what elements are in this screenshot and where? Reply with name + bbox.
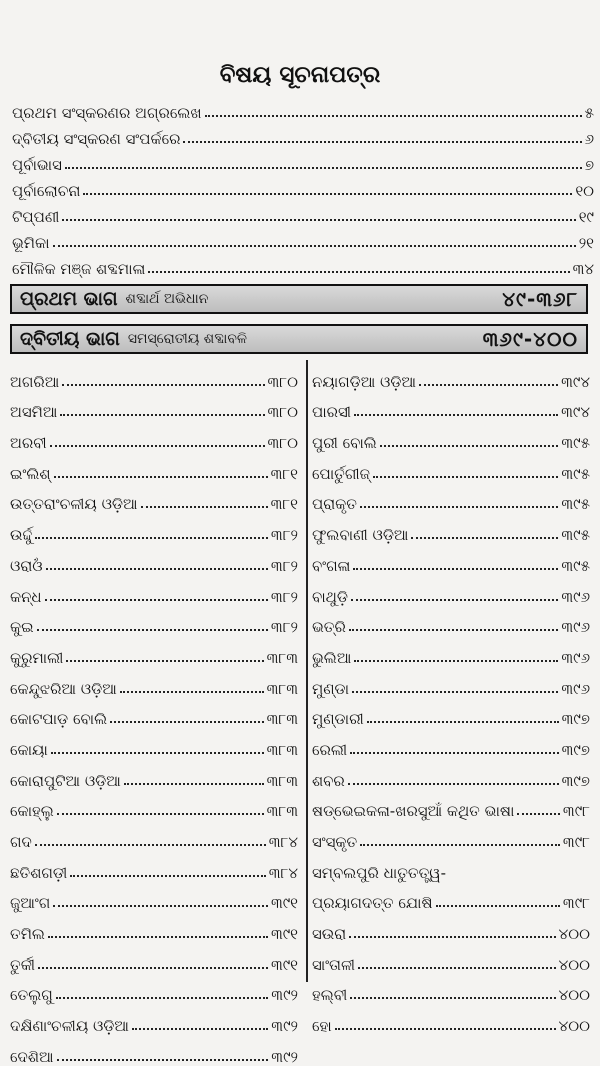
entry-page: ୩୮୪ (268, 833, 298, 851)
toc-entry (10, 452, 298, 483)
entry-page: ୩୯୨ (271, 1017, 298, 1036)
dot-leader (65, 167, 582, 169)
toc-entry (312, 912, 590, 943)
entry-label: ସଉରା (312, 925, 347, 944)
entry-label: ଶବର (312, 771, 345, 790)
toc-entry (312, 943, 590, 974)
entry-label: ଫୁଲବାଣୀ ଓଡ଼ିଆ (312, 526, 409, 545)
entry-label: ଜୁଆଂଗ (10, 894, 51, 913)
toc-entry (12, 252, 594, 278)
toc-entry (10, 483, 298, 514)
dot-leader (436, 905, 560, 907)
dot-leader (110, 721, 263, 723)
toc-entry (10, 667, 298, 698)
entry-page: ୩୯୨ (271, 1047, 298, 1066)
entry-label: କୋରାପୁଟିଆ ଓଡ଼ିଆ (10, 771, 121, 790)
entry-label: ତେଲୁଗୁ (10, 986, 53, 1005)
toc-entry (12, 148, 594, 174)
entry-label: ମୁଣ୍ଡାରୀ (312, 710, 364, 729)
toc-entry (312, 820, 590, 851)
toc-entry (12, 174, 594, 200)
entry-label: ଦେଶିଆ (10, 1047, 54, 1066)
entry-label: ମୌଳିକ ମଞ୍ଜ ଶବ୍ଦମାଳା (12, 260, 146, 278)
entry-page: ୩୯୮ (562, 802, 590, 821)
entry-page: ୨୧ (578, 234, 594, 252)
entry-page: ୩୮୧ (270, 495, 298, 514)
entry-label: ଅରବୀ (10, 434, 47, 453)
toc-entry (12, 96, 594, 122)
entry-label: ଭୂମିକା (12, 234, 50, 252)
entry-label: ଅଗରିଆ (10, 372, 60, 391)
entry-label: ଷଡ୍ଭେଇକଳା-ଖରସୁଆଁ କଥିତ ଭାଷା (312, 802, 515, 821)
entry-page: ୩୯୧ (270, 955, 298, 974)
entry-page: ୩୯୭ (561, 740, 590, 759)
entry-label: କେନ୍ଦୁଝରିଆ ଓଡ଼ିଆ (10, 679, 117, 698)
left-column (10, 360, 298, 1066)
entry-page: ୧୯ (578, 208, 594, 226)
dot-leader (124, 783, 264, 785)
entry-label: ପୂର୍ବାଭାସ (12, 156, 62, 174)
entry-page: ୩୯୮ (562, 833, 590, 851)
part1-subtitle: ଶବ୍ଦାର୍ଥ ଅଭିଧାନ (125, 291, 209, 307)
toc-entry (10, 912, 298, 943)
toc-entry (312, 790, 590, 821)
toc-entry (312, 636, 590, 667)
entry-label: ହୋ (312, 1017, 332, 1036)
toc-entry (312, 728, 590, 759)
entry-page: ୪୦୦ (558, 986, 590, 1005)
entry-page: ୩୮୧ (270, 464, 298, 483)
dot-leader (57, 1059, 269, 1061)
entry-page: ୩୮୨ (270, 618, 298, 637)
dot-leader (354, 414, 558, 416)
dot-leader (351, 599, 558, 601)
entry-label: ସଂସ୍କୃତ (312, 833, 358, 851)
toc-entry (10, 636, 298, 667)
dot-leader (350, 752, 558, 754)
part1-banner (10, 284, 588, 314)
entry-label: ଛତିଶଗଡ଼ୀ (10, 863, 68, 882)
language-index (10, 360, 590, 1066)
entry-label: କୋୟା (10, 740, 48, 759)
dot-leader (380, 445, 559, 447)
part2-banner (10, 324, 588, 354)
dot-leader (348, 783, 559, 785)
entry-label: ମୁଣ୍ଡା (312, 679, 350, 698)
entry-page: ୩୯୭ (561, 710, 590, 729)
dot-leader (62, 384, 264, 386)
entry-label: ରେଲୀ (312, 740, 348, 759)
dot-leader (352, 691, 558, 693)
entry-page: ୩୯୬ (561, 648, 590, 667)
entry-page: ୩୯୫ (561, 556, 590, 575)
entry-label: ସମ୍ବଲପୁରି ଧାତୁତତ୍ତ୍ୱ- (312, 863, 447, 882)
dot-leader (358, 967, 556, 969)
toc-entry (312, 513, 590, 544)
entry-page: ୩୮୦ (267, 372, 298, 391)
entry-page: ୩୯୨ (271, 986, 298, 1005)
part1-pages: ୪୯-୩୬୮ (502, 287, 578, 311)
toc-entry (10, 943, 298, 974)
toc-entry (312, 391, 590, 422)
page-title: ବିଷୟ ସୂଚନାପତ୍ର (219, 62, 381, 88)
part1-title: ପ୍ରଥମ ଭାଗ (20, 288, 118, 310)
dot-leader (141, 506, 268, 508)
toc-entry (10, 851, 298, 882)
entry-label: ପ୍ରଥମ ସଂସ୍କରଣର ଅଗ୍ରଲେଖ (12, 104, 202, 122)
toc-entry (312, 360, 590, 391)
entry-page: ୩୮୩ (266, 679, 298, 698)
part2-pages: ୩୬୯-୪୦୦ (482, 327, 578, 351)
dot-leader (373, 476, 558, 478)
toc-entry (312, 851, 590, 882)
toc-entry (312, 974, 590, 1005)
dot-leader (45, 599, 268, 601)
entry-label: ଓରାଓଁ (10, 556, 43, 575)
toc-entry (10, 360, 298, 391)
entry-page: ୩୮୨ (270, 556, 298, 575)
entry-page: ୩୮୪ (268, 863, 298, 882)
entry-page: ୩୮୩ (266, 740, 298, 759)
dot-leader (60, 414, 264, 416)
entry-label: କୁରୁମାଲୀ (10, 648, 64, 667)
entry-page: ୪୦୦ (558, 955, 590, 974)
dot-leader (411, 537, 558, 539)
entry-page: ୩୯୫ (561, 464, 590, 483)
entry-page: ୩୮୨ (270, 587, 298, 606)
entry-label: ବାଥୁଡ଼ି (312, 587, 348, 606)
entry-label: ପୂର୍ବାଲୋଚନା (12, 182, 81, 200)
dot-leader (57, 813, 264, 815)
entry-label: ସାଂତାଳୀ (312, 955, 356, 974)
toc-entry (10, 1035, 298, 1066)
entry-page: ୩୪ (572, 260, 594, 278)
dot-leader (53, 905, 268, 907)
entry-label: ପୁରୀ ବୋଲି (312, 434, 377, 453)
dot-leader (354, 660, 558, 662)
toc-entry (10, 513, 298, 544)
dot-leader (83, 193, 572, 195)
toc-entry (312, 544, 590, 575)
toc-entry (10, 544, 298, 575)
entry-page: ୭ (584, 156, 594, 174)
dot-leader (37, 629, 268, 631)
dot-leader (419, 384, 558, 386)
entry-page: ୩୮୦ (267, 403, 298, 422)
dot-leader (360, 506, 558, 508)
entry-label: ଭୁଲିଆ (312, 648, 352, 667)
dot-leader (183, 141, 581, 143)
entry-label: ତୁର୍କୀ (10, 955, 36, 974)
part2-subtitle: ସମସ୍ରୋତୀୟ ଶବ୍ଦାବଳି (127, 331, 247, 347)
dot-leader (48, 936, 268, 938)
toc-entry (10, 882, 298, 913)
part2-title: ଦ୍ବିତୀୟ ଭାଗ (20, 328, 120, 350)
toc-entry (12, 226, 594, 252)
entry-page: ୩୯୫ (561, 526, 590, 545)
toc-entry (10, 391, 298, 422)
toc-entry (12, 122, 594, 148)
entry-page: ୩୮୩ (266, 648, 298, 667)
entry-page: ୩୯୬ (561, 679, 590, 698)
entry-page: ୩୮୩ (266, 802, 298, 821)
entry-label: ଗଦ (10, 833, 32, 851)
dot-leader (349, 629, 558, 631)
entry-page: ୩୯୪ (561, 403, 590, 422)
dot-leader (70, 875, 265, 877)
toc-entry (12, 200, 594, 226)
entry-label: ପ୍ରୟାଗଦତ୍ତ ଯୋଷି (312, 894, 433, 913)
entry-page: ୩୮୩ (266, 710, 298, 729)
dot-leader (335, 1028, 556, 1030)
entry-page: ୪୦୦ (558, 925, 590, 944)
dot-leader (46, 568, 268, 570)
entry-label: ପାରସୀ (312, 403, 352, 422)
entry-label: ହଲ୍ବୀ (312, 986, 348, 1005)
dot-leader (66, 660, 263, 662)
column-divider (306, 360, 308, 982)
toc-entry (10, 575, 298, 606)
toc-entry (10, 728, 298, 759)
entry-page: ୩୯୬ (561, 618, 590, 637)
dot-leader (353, 568, 558, 570)
entry-page: ୩୯୬ (561, 587, 590, 606)
toc-entry (312, 882, 590, 913)
toc-entry (312, 606, 590, 637)
entry-label: ଭତ୍ରି (312, 618, 346, 637)
toc-entry (312, 452, 590, 483)
entry-page: ୫ (584, 104, 594, 122)
entry-page: ୧୦ (575, 182, 594, 200)
right-column (312, 360, 590, 1035)
entry-page: ୩୯୧ (270, 925, 298, 944)
entry-label: କୁଇ (10, 618, 34, 637)
toc-entry (312, 1004, 590, 1035)
entry-page: ୩୯୭ (561, 771, 590, 790)
toc-entry (312, 698, 590, 729)
toc-entry (10, 421, 298, 452)
dot-leader (38, 967, 268, 969)
toc-entry (10, 974, 298, 1005)
toc-entry (10, 698, 298, 729)
toc-entry (312, 421, 590, 452)
entry-label: ଦ୍ବିତୀୟ ସଂସ୍କରଣ ସଂପର୍କରେ (12, 130, 181, 148)
dot-leader (517, 813, 560, 815)
dot-leader (35, 844, 266, 846)
dot-leader (54, 476, 268, 478)
dot-leader (120, 691, 264, 693)
toc-entry (10, 759, 298, 790)
dot-leader (367, 721, 559, 723)
dot-leader (51, 752, 264, 754)
dot-leader (132, 1028, 268, 1030)
dot-leader (349, 936, 555, 938)
entry-page: ୪୦୦ (558, 1017, 590, 1036)
entry-label: ପୋର୍ତୁଗୀଜ୍ (312, 464, 371, 483)
dot-leader (62, 219, 575, 221)
entry-label: ଉର୍ଦ୍ଦୁ (10, 526, 33, 545)
entry-page: ୩୮୩ (266, 771, 298, 790)
entry-label: କନ୍ଧ (10, 587, 42, 606)
entry-page: ୩୯୫ (561, 495, 590, 514)
dot-leader (56, 997, 269, 999)
toc-entry (312, 667, 590, 698)
entry-label: ପ୍ରାକୃତ (312, 495, 357, 514)
toc-entry (10, 1004, 298, 1035)
dot-leader (148, 271, 569, 273)
dot-leader (53, 245, 576, 247)
toc-entry (312, 483, 590, 514)
entry-label: ଟିପ୍ପଣୀ (12, 208, 60, 226)
entry-label: କୋଟପାଡ଼ ବୋଲି (10, 710, 108, 729)
dot-leader (35, 537, 268, 539)
entry-label: ଦକ୍ଷିଣାଂଚଳୀୟ ଓଡ଼ିଆ (10, 1017, 129, 1036)
dot-leader (360, 844, 560, 846)
toc-entry (312, 575, 590, 606)
toc-entry (312, 759, 590, 790)
entry-label: ଉତ୍ତରାଂଚଳୀୟ ଓଡ଼ିଆ (10, 495, 138, 514)
entry-page: ୩୯୧ (270, 894, 298, 913)
dot-leader (50, 445, 265, 447)
entry-label: କୋହ୍ଲୁ (10, 802, 54, 821)
entry-page: ୩୯୪ (561, 372, 590, 391)
entry-page: ୩୮୦ (267, 434, 298, 453)
entry-label: ନୟାଗଡ଼ିଆ ଓଡ଼ିଆ (312, 372, 417, 391)
front-matter-list (12, 96, 594, 278)
entry-label: ଇଂଲିଶ୍ (10, 464, 51, 483)
entry-page: ୩୮୨ (270, 526, 298, 545)
toc-entry (10, 606, 298, 637)
entry-page: ୬ (584, 130, 594, 148)
entry-page: ୩୯୮ (562, 894, 590, 913)
dot-leader (350, 997, 555, 999)
entry-label: ବଂଗଳା (312, 556, 351, 575)
entry-label: ଅସମିଆ (10, 403, 58, 422)
dot-leader (205, 115, 582, 117)
toc-entry (10, 820, 298, 851)
entry-label: ତମିଲ (10, 925, 45, 944)
toc-entry (10, 790, 298, 821)
entry-page: ୩୯୫ (561, 434, 590, 453)
